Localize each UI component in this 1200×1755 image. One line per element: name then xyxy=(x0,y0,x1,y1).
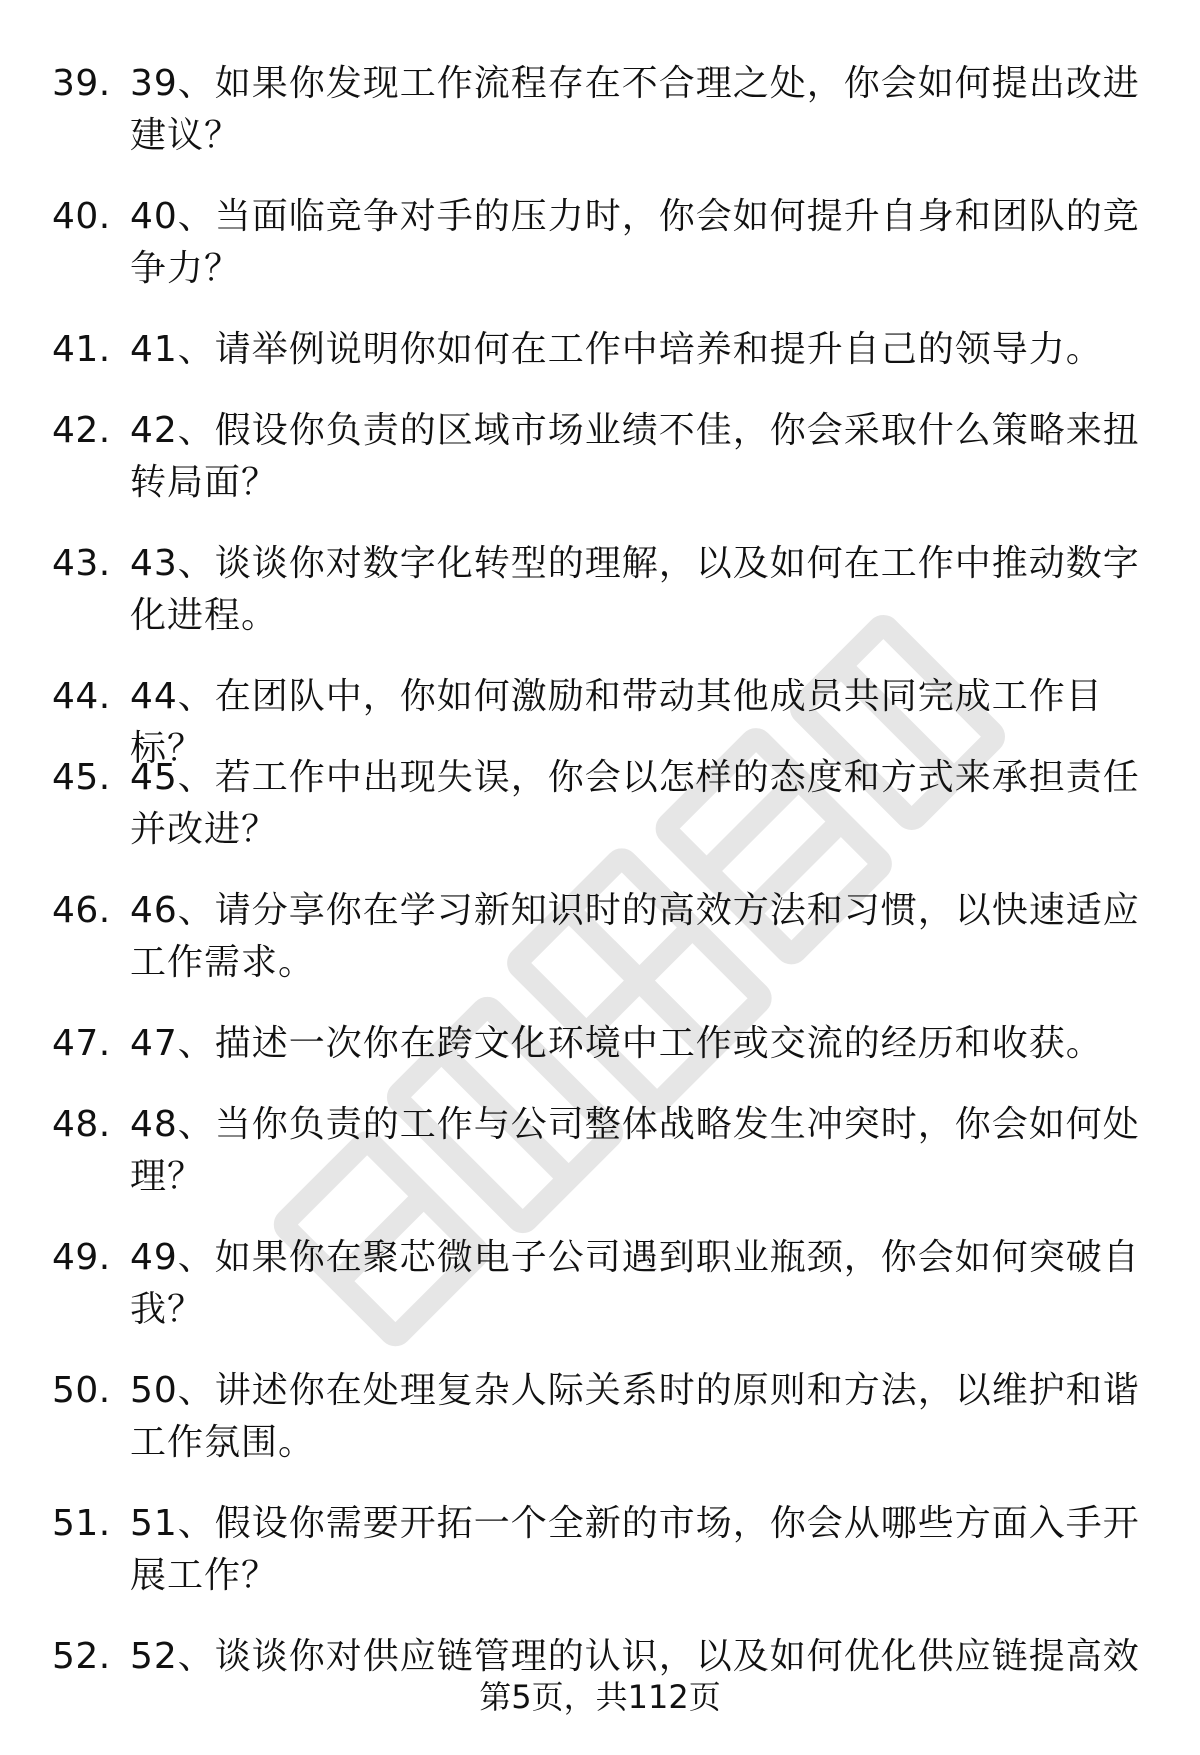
question-text: 42、假设你负责的区域市场业绩不佳，你会采取什么策略来扭转局面？ xyxy=(130,410,1140,503)
question-item xyxy=(0,538,1200,671)
question-item xyxy=(0,405,1200,538)
question-text: 49、如果你在聚芯微电子公司遇到职业瓶颈，你会如何突破自我？ xyxy=(130,1237,1140,1330)
question-number: 50. xyxy=(52,1370,111,1411)
question-item xyxy=(0,1365,1200,1498)
question-item xyxy=(0,752,1200,885)
question-text: 50、讲述你在处理复杂人际关系时的原则和方法，以维护和谐工作氛围。 xyxy=(130,1370,1140,1463)
question-number: 41. xyxy=(52,329,111,370)
question-item xyxy=(0,671,1200,769)
question-text: 45、若工作中出现失误，你会以怎样的态度和方式来承担责任并改进？ xyxy=(130,757,1140,850)
question-item xyxy=(0,191,1200,324)
page-footer: 第5页，共112页 xyxy=(479,1678,721,1716)
question-item xyxy=(0,885,1200,1018)
question-text: 41、请举例说明你如何在工作中培养和提升自己的领导力。 xyxy=(130,329,1103,370)
question-number: 52. xyxy=(52,1636,111,1677)
question-number: 44. xyxy=(52,676,111,717)
question-item xyxy=(0,1232,1200,1365)
question-text: 43、谈谈你对数字化转型的理解，以及如何在工作中推动数字化进程。 xyxy=(130,543,1140,636)
question-item xyxy=(0,324,1200,405)
question-text: 48、当你负责的工作与公司整体战略发生冲突时，你会如何处理？ xyxy=(130,1104,1140,1197)
question-number: 39. xyxy=(52,63,111,104)
question-number: 49. xyxy=(52,1237,111,1278)
question-number: 45. xyxy=(52,757,111,798)
question-number: 46. xyxy=(52,890,111,931)
question-text: 39、如果你发现工作流程存在不合理之处，你会如何提出改进建议？ xyxy=(130,63,1140,156)
question-number: 43. xyxy=(52,543,111,584)
question-text: 52、谈谈你对供应链管理的认识，以及如何优化供应链提高效 xyxy=(130,1636,1140,1677)
question-item xyxy=(0,1099,1200,1232)
question-number: 42. xyxy=(52,410,111,451)
question-number: 48. xyxy=(52,1104,111,1145)
question-item xyxy=(0,1498,1200,1631)
question-item xyxy=(0,1018,1200,1099)
question-number: 40. xyxy=(52,196,111,237)
question-item xyxy=(0,58,1200,191)
question-number: 47. xyxy=(52,1023,111,1064)
question-text: 44、在团队中，你如何激励和带动其他成员共同完成工作目标？ xyxy=(130,676,1103,769)
question-text: 47、描述一次你在跨文化环境中工作或交流的经历和收获。 xyxy=(130,1023,1103,1064)
question-text: 40、当面临竞争对手的压力时，你会如何提升自身和团队的竞争力？ xyxy=(130,196,1140,289)
question-list xyxy=(0,58,1200,1691)
question-text: 51、假设你需要开拓一个全新的市场，你会从哪些方面入手开展工作？ xyxy=(130,1503,1140,1596)
question-number: 51. xyxy=(52,1503,111,1544)
question-text: 46、请分享你在学习新知识时的高效方法和习惯，以快速适应工作需求。 xyxy=(130,890,1140,983)
